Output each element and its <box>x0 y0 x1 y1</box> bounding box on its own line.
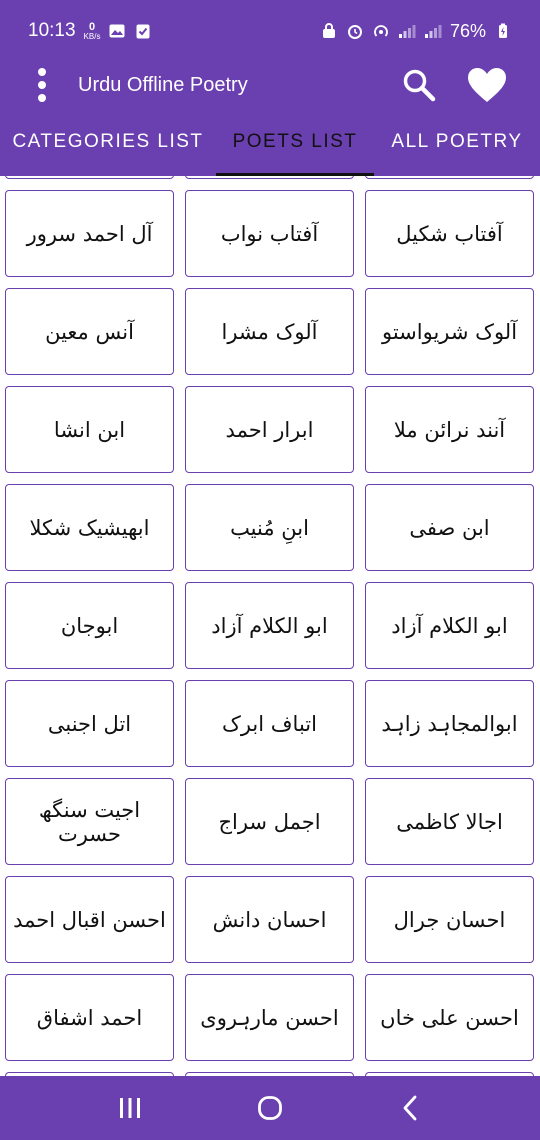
poet-card-partial[interactable] <box>5 176 174 179</box>
tab-bar <box>0 108 540 176</box>
app-title: Urdu Offline Poetry <box>78 73 248 96</box>
system-nav-bar <box>0 1076 540 1140</box>
gallery-icon <box>108 22 126 40</box>
status-left <box>28 20 152 42</box>
poet-card[interactable]: ابو الکلام آزاد <box>365 582 534 669</box>
signal-icon-2 <box>424 22 442 40</box>
poet-card[interactable]: احسان جرال <box>365 876 534 963</box>
poet-card[interactable]: ابن انشا <box>5 386 174 473</box>
poet-card[interactable]: احسن مارہروی <box>185 974 354 1061</box>
poet-card[interactable]: احسان دانش <box>185 876 354 963</box>
home-icon[interactable] <box>240 1083 300 1133</box>
hotspot-icon <box>372 22 390 40</box>
poet-card[interactable]: ابن صفی <box>365 484 534 571</box>
poet-card[interactable]: اجالا کاظمی <box>365 778 534 865</box>
poets-list[interactable] <box>0 176 540 1076</box>
app-bar <box>0 62 540 108</box>
poet-card[interactable]: آنند نرائن ملا <box>365 386 534 473</box>
tab-categories-list[interactable]: CATEGORIES LIST <box>12 131 204 152</box>
battery-level: 76% <box>449 20 486 41</box>
poets-grid <box>0 176 540 1076</box>
poet-card[interactable]: ابوالمجاہد زاہد <box>365 680 534 767</box>
network-speed-value: 0 <box>88 20 96 33</box>
poet-card[interactable]: آل احمد سرور <box>5 190 174 277</box>
lock-icon <box>320 22 338 40</box>
poet-card[interactable]: اجیت سنگھ حسرت <box>5 778 174 865</box>
signal-icon <box>398 22 416 40</box>
more-vert-icon[interactable] <box>28 65 56 105</box>
poet-card[interactable]: ابوجان <box>5 582 174 669</box>
tab-poets-list[interactable]: POETS LIST <box>216 108 374 176</box>
heart-icon[interactable] <box>466 64 508 106</box>
status-bar <box>0 0 540 62</box>
poet-card[interactable]: آنس معین <box>5 288 174 375</box>
battery-charging-icon <box>494 22 512 40</box>
network-speed <box>84 22 101 41</box>
poet-card[interactable]: احسن اقبال احمد <box>5 876 174 963</box>
alarm-icon <box>346 22 364 40</box>
clipboard-check-icon <box>134 22 152 40</box>
poet-card-partial[interactable] <box>365 176 534 179</box>
tab-all-poetry[interactable]: ALL POETRY <box>391 131 523 152</box>
status-right <box>320 21 512 42</box>
app-bar-actions <box>398 64 508 106</box>
status-time: 10:13 <box>28 20 76 41</box>
poet-card[interactable]: آفتاب نواب <box>185 190 354 277</box>
search-icon[interactable] <box>398 64 440 106</box>
poet-card[interactable]: ابرار احمد <box>185 386 354 473</box>
poet-card[interactable]: احمد اشفاق <box>5 974 174 1061</box>
poet-card[interactable]: اتباف ابرک <box>185 680 354 767</box>
network-speed-unit: KB/s <box>83 31 101 41</box>
poet-card[interactable]: اجمل سراج <box>185 778 354 865</box>
poet-card[interactable]: آلوک مشرا <box>185 288 354 375</box>
poet-card[interactable]: ابنِ مُنیب <box>185 484 354 571</box>
back-icon[interactable] <box>380 1083 440 1133</box>
poet-card[interactable]: ابھیشیک شکلا <box>5 484 174 571</box>
poet-card[interactable]: اتل اجنبی <box>5 680 174 767</box>
poet-card[interactable]: ابو الکلام آزاد <box>185 582 354 669</box>
poet-card-partial[interactable] <box>185 176 354 179</box>
poet-card[interactable]: آفتاب شکیل <box>365 190 534 277</box>
poet-card[interactable]: احسن علی خاں <box>365 974 534 1061</box>
recent-apps-icon[interactable] <box>100 1083 160 1133</box>
poet-card[interactable]: آلوک شریواستو <box>365 288 534 375</box>
